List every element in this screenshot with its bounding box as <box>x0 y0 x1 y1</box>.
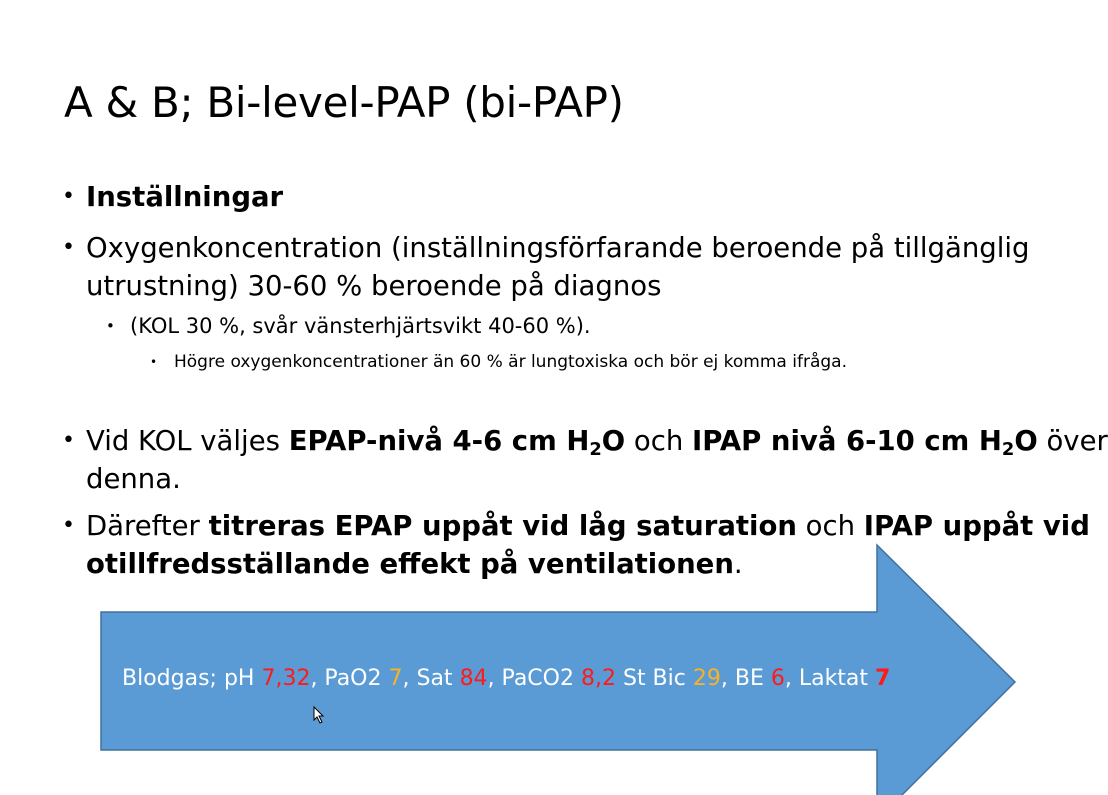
kol-note-text: (KOL 30 %, svår vänsterhjärtsvikt 40-60 %). <box>130 314 591 338</box>
titration-epap: titreras EPAP uppåt vid låg saturation <box>208 510 797 542</box>
titration-ipap: IPAP uppåt vid <box>863 510 1090 542</box>
ph-value: 7,32 <box>261 666 311 691</box>
text-run: , Laktat <box>784 666 876 691</box>
text-run: , PaO2 <box>310 666 389 691</box>
text-run: O <box>601 425 626 457</box>
pao2-value: 7 <box>388 666 403 691</box>
bloodgas-text <box>122 666 890 691</box>
text-run: St Bic <box>615 666 693 691</box>
text-run: Blodgas; pH <box>122 666 262 691</box>
text-run: , Sat <box>402 666 460 691</box>
text-run: Därefter <box>86 510 209 542</box>
sat-value: 84 <box>459 666 488 691</box>
bullet-dot: • <box>62 235 75 260</box>
text-run: och <box>796 510 864 542</box>
text-run: O <box>1014 425 1038 457</box>
bullet-dot: • <box>62 513 75 538</box>
title-bold: A & B <box>64 78 180 127</box>
paco2-value: 8,2 <box>580 666 616 691</box>
bullet-dot: • <box>106 317 115 335</box>
laktat-value: 7 <box>875 666 891 691</box>
text-run: 2 <box>589 439 602 460</box>
text-run: EPAP-nivå 4-6 cm H <box>288 425 590 457</box>
text-run: , PaCO2 <box>487 666 581 691</box>
kol-text-line2: denna. <box>86 463 181 495</box>
title-rest: ; Bi-level-PAP (bi-PAP) <box>179 78 624 127</box>
kol-text-a: Vid KOL väljes <box>86 425 289 457</box>
bullet-dot: • <box>150 355 158 369</box>
oxygen-line-2: utrustning) 30-60 % beroende på diagnos <box>86 270 662 302</box>
oxygen-line-1: Oxygenkoncentration (inställningsförfarande beroende på tillgänglig <box>86 232 1030 264</box>
be-value: 6 <box>770 666 785 691</box>
text-run: 2 <box>1001 439 1015 460</box>
text-run: IPAP nivå 6-10 cm H <box>692 425 1002 457</box>
bullet-dot: • <box>62 428 75 453</box>
settings-heading: Inställningar <box>86 181 284 213</box>
text-run: och <box>625 425 693 457</box>
toxic-note-text: Högre oxygenkoncentrationer än 60 % är lungtoxiska och bör ej komma ifråga. <box>174 352 847 372</box>
text-run: över <box>1037 425 1108 457</box>
mouse-cursor-icon <box>313 706 325 724</box>
text-run: . <box>733 548 743 580</box>
bullet-dot: • <box>62 184 75 209</box>
text-run: , BE <box>720 666 771 691</box>
stbic-value: 29 <box>692 666 721 691</box>
titration-ipap-cont: otillfredsställande effekt på ventilationen <box>86 548 734 580</box>
